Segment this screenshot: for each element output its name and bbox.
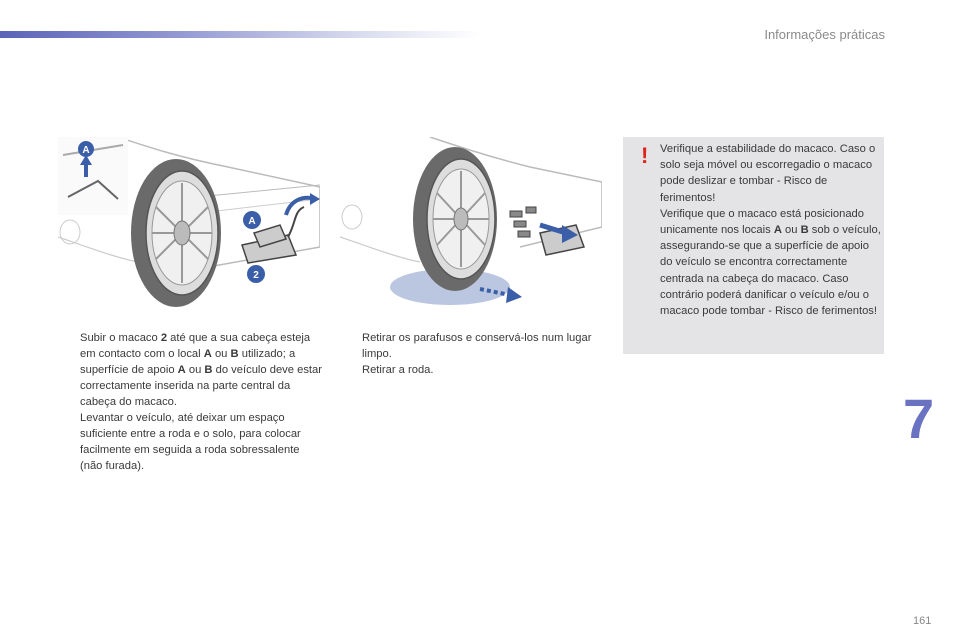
- instructions-column-1: [62, 330, 322, 474]
- header-accent-bar: [0, 31, 480, 38]
- page-number: 161: [913, 615, 932, 627]
- illustration-jack-lift: [58, 137, 320, 310]
- warning-text: Verifique a estabilidade do macaco. Caso o solo seja móvel ou escorregadio o macaco pode deslizar e tombar - Risco de ferimentos! Verifique que o macaco está posicionado unicamente nos locais A ou B sob o veículo, assegurando-se que a superfície de apoio do veículo se encontra correctamente centrada na cabeça do macaco. Caso contrário poderá danificar o veículo e/ou o macaco pode tombar - Risco de ferimentos!: [660, 143, 881, 318]
- label-2-badge: 2: [253, 270, 259, 281]
- label-a-badge-1: A: [82, 145, 90, 156]
- instructions-column-2: [344, 330, 604, 378]
- illustration-remove-wheel: [340, 137, 602, 310]
- warning-box: [623, 137, 884, 354]
- chapter-number: 7: [903, 387, 935, 450]
- step-raise-jack: Subir o macaco 2 até que a sua cabeça esteja em contacto com o local A ou B utilizado; a superfície de apoio A ou B do veículo deve estar correctamente inserida na parte central da cabeça do macaco.: [80, 332, 322, 408]
- step-remove-wheel: Retirar a roda.: [362, 364, 434, 376]
- step-lift-vehicle: Levantar o veículo, até deixar um espaço suficiente entre a roda e o solo, para colocar facilmente em seguida a roda sobressalente (não furada).: [80, 412, 301, 472]
- label-a-badge-2: A: [248, 216, 256, 227]
- step-remove-bolts: Retirar os parafusos e conservá-los num lugar limpo.: [362, 332, 592, 360]
- page-header-title: Informações práticas: [764, 27, 885, 42]
- warning-exclamation-icon: !: [641, 143, 649, 168]
